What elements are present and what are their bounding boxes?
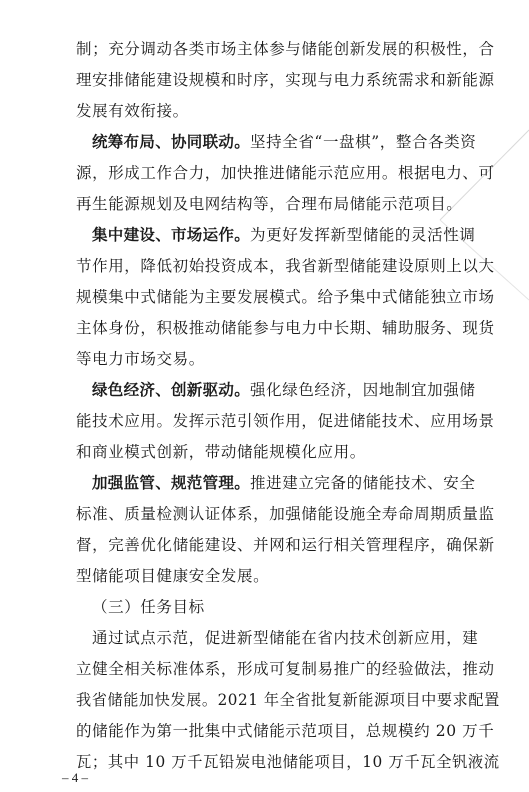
body-line: 能技术应用。发挥示范引领作用，促进储能技术、应用场景 xyxy=(76,412,495,430)
page-number: – 4 – xyxy=(62,770,88,785)
body-line: 督，完善优化储能建设、并网和运行相关管理程序，确保新 xyxy=(76,536,495,554)
body-line: 我省储能加快发展。2021 年全省批复新能源项目中要求配置 xyxy=(76,691,500,709)
paragraph-heading-line: 集中建设、市场运作。为更好发挥新型储能的灵活性调 xyxy=(92,226,476,244)
body-line: 发展有效衔接。 xyxy=(76,102,189,120)
paragraph-heading-line: 绿色经济、创新驱动。强化绿色经济，因地制宜加强储 xyxy=(92,381,476,399)
body-line: 瓦；其中 10 万千瓦铅炭电池储能项目，10 万千瓦全钒液流 xyxy=(76,753,500,771)
body-line: 型储能项目健康安全发展。 xyxy=(76,567,270,585)
body-line: 节作用，降低初始投资成本，我省新型储能建设原则上以大 xyxy=(76,257,495,275)
body-line: 等电力市场交易。 xyxy=(76,350,205,368)
body-line: 制；充分调动各类市场主体参与储能创新发展的积极性，合 xyxy=(76,40,495,58)
body-line: 源，形成工作合力，加快推进储能示范应用。根据电力、可 xyxy=(76,164,495,182)
body-line: 理安排储能建设规模和时序，实现与电力系统需求和新能源 xyxy=(76,71,495,89)
body-line: 和商业模式创新，带动储能规模化应用。 xyxy=(76,443,366,461)
paragraph-lead: 绿色经济、创新驱动。 xyxy=(92,381,251,399)
body-line: 主体身份，积极推动储能参与电力中长期、辅助服务、现货 xyxy=(76,319,495,337)
body-line: 的储能作为第一批集中式储能示范项目，总规模约 20 万千 xyxy=(76,722,495,740)
body-line: 规模集中式储能为主要发展模式。给予集中式储能独立市场 xyxy=(76,288,495,306)
paragraph-heading-line: 加强监管、规范管理。推进建立完备的储能技术、安全 xyxy=(92,474,476,492)
body-line: 再生能源规划及电网结构等，合理布局储能示范项目。 xyxy=(76,195,463,213)
paragraph-heading-line: 统筹布局、协同联动。坚持全省“一盘棋”，整合各类资 xyxy=(92,133,477,151)
body-line: 通过试点示范，促进新型储能在省内技术创新应用，建 xyxy=(92,629,479,647)
body-line: 标准、质量检测认证体系，加强储能设施全寿命周期质量监 xyxy=(76,505,495,523)
paragraph-lead: 加强监管、规范管理。 xyxy=(92,474,251,492)
paragraph-lead: 统筹布局、协同联动。 xyxy=(92,133,251,151)
body-line: 立健全相关标准体系，形成可复制易推广的经验做法，推动 xyxy=(76,660,495,678)
section-heading: （三）任务目标 xyxy=(92,598,205,616)
paragraph-lead: 集中建设、市场运作。 xyxy=(92,226,251,244)
